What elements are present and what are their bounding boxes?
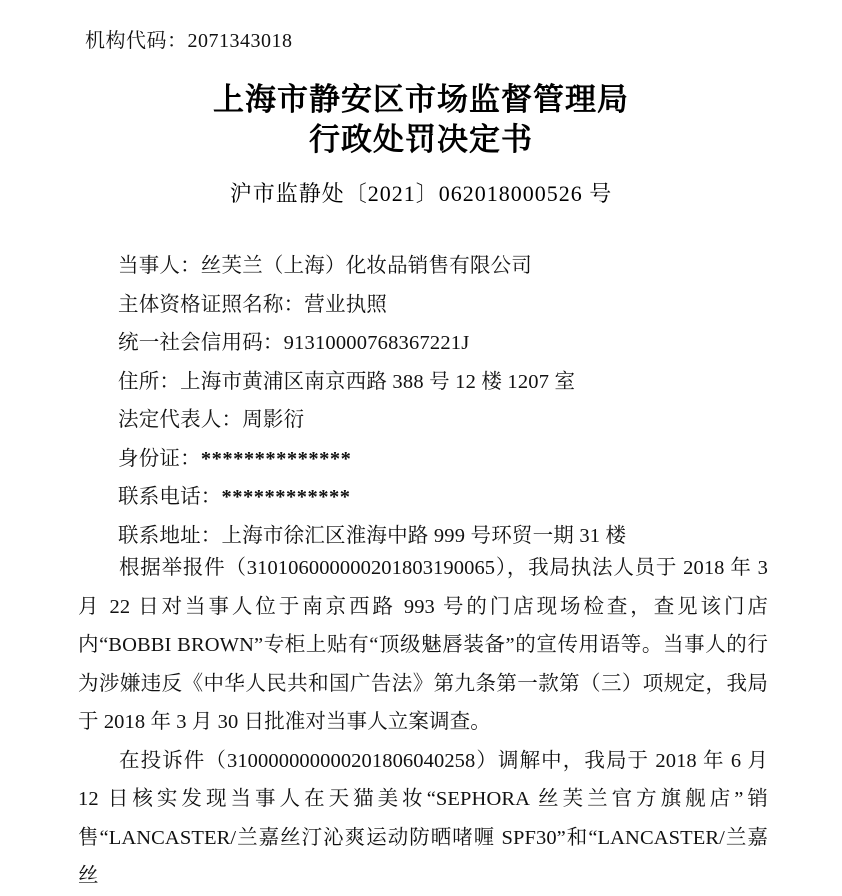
license-type-line: 主体资格证照名称：营业执照 — [118, 293, 388, 316]
id-label: 法定代表人：周影衍 — [118, 409, 305, 431]
phone-number-label: 联系电话： — [118, 486, 222, 508]
document-body — [78, 549, 768, 896]
id-number-line — [78, 440, 778, 479]
organization-code: 机构代码：2071343018 — [85, 30, 293, 52]
id-number-label: 身份证： — [118, 447, 201, 470]
body-paragraph-1: 根据举报件（310106000000201803190065），我局执法人员于 2018 年 3 月 22 日对当事人位于南京西路 993 号的门店现场检查，查见该门店内“BOBBI BROWN”专柜上贴有“顶级魅唇装备”的宣传用语等。当事人的行为涉嫌违反《中华人民共和国广告法》第九条第一款第（三）项规定，我局于 2018 年 3 月 30 日批准对当事人立案调查。 — [78, 557, 768, 733]
document-number: 沪市监静处〔2021〕062018000526 号 — [229, 181, 613, 206]
document-title-block — [0, 80, 842, 210]
body-paragraph-2: 在投诉件（310000000000201806040258）调解中，我局于 2018 年 6 月 12 日核实发现当事人在天猫美妆“SEPHORA 丝芙兰官方旗舰店”销售“LANCASTER/兰嘉丝汀沁爽运动防晒啫喱 SPF30”和“LANCASTER/兰嘉丝 — [78, 749, 768, 887]
legal-representative-line — [78, 401, 778, 440]
party-name-line: 当事人：丝芙兰（上海）化妆品销售有限公司 — [118, 255, 532, 277]
credit-code-line: 统一社会信用码：91310000768367221J — [118, 332, 470, 354]
document-type-title: 行政处罚决定书 — [309, 122, 533, 157]
phone-number-masked-value: ************ — [221, 486, 351, 508]
registered-address-line: 住所：上海市黄浦区南京西路 388 号 12 楼 1207 室 — [118, 370, 576, 393]
contact-address-line: 联系地址：上海市徐汇区淮海中路 999 号环贸一期 31 楼 — [118, 524, 627, 547]
issuing-authority-title: 上海市静安区市场监督管理局 — [213, 82, 629, 117]
id-number-masked-value: ************** — [200, 447, 352, 470]
party-information-block — [78, 247, 778, 555]
phone-number-line — [78, 478, 778, 517]
